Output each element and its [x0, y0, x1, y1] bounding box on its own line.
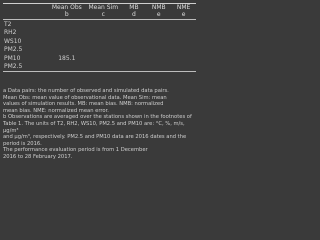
cell-mean-obs: 185.1: [58, 54, 76, 62]
table-row: [3, 20, 196, 29]
cell-mean-sim: [85, 54, 121, 63]
header-sub-cell: [3, 11, 49, 20]
cell-nmb: [146, 20, 171, 29]
row-label: PM2.5: [3, 63, 49, 72]
cell-mean-sim: [85, 46, 121, 55]
row-label: RH2: [4, 29, 17, 37]
header-sub-cell: b: [49, 11, 85, 20]
cell-mean-obs: [49, 29, 85, 38]
header-sub-cell: e: [146, 11, 171, 20]
header-sub-cell: c: [85, 11, 121, 20]
table-row: [3, 54, 196, 63]
cell-mb: [122, 63, 147, 72]
table-header-row: [3, 4, 196, 12]
cell-nme: [171, 46, 196, 55]
header-sub-cell: e: [171, 11, 196, 20]
cell-nme: [171, 63, 196, 72]
cell-nme: [171, 29, 196, 38]
cell-mean-obs: [49, 20, 85, 29]
cell-mean-sim: [85, 37, 121, 46]
footnote-line: and μg/m³, respectively. PM2.5 and PM10 data are 2016 dates and the: [3, 134, 187, 141]
row-label: PM2.5: [4, 46, 23, 54]
table-row: [3, 46, 196, 55]
footnote-line: Mean Obs: mean value of observational data. Mean Sim: mean: [3, 94, 167, 101]
row-label: WS10: [4, 37, 22, 45]
statistics-table-container: [3, 3, 196, 72]
cell-mb: [122, 29, 147, 38]
header-sub-cell: d: [122, 11, 147, 20]
cell-mean-sim: [85, 29, 121, 38]
cell-mean-sim: [85, 20, 121, 29]
cell-nmb: [146, 63, 171, 72]
cell-mb: [122, 54, 147, 63]
table-row: [3, 63, 196, 72]
cell-nme: [171, 20, 196, 29]
cell-nmb: [146, 54, 171, 63]
footnote-line: 2016 to 28 February 2017.: [3, 153, 73, 160]
header-label-cell: [3, 4, 49, 12]
footnote-line: a Data pairs: the number of observed and simulated data pairs.: [3, 88, 169, 94]
footnote-line: b Observations are averaged over the stations shown in the footnotes of: [3, 114, 192, 121]
document-page: [0, 0, 200, 164]
footnote-line: values of simulation results. MB: mean bias. NMB: normalized: [3, 101, 164, 108]
footnote-line: period is 2016.: [3, 140, 42, 147]
cell-mb: [122, 20, 147, 29]
table-row: [3, 37, 196, 46]
cell-mean-obs: [49, 63, 85, 72]
cell-mean-sim: [85, 63, 121, 72]
cell-nmb: [146, 37, 171, 46]
header-mean-obs: Mean Obs: [51, 4, 82, 11]
cell-nme: [171, 37, 196, 46]
cell-mean-obs: [49, 37, 85, 46]
header-nme: NME: [176, 4, 191, 11]
footnote-line: The performance evaluation period is from 1 December: [3, 147, 148, 154]
cell-mean-obs: [49, 46, 85, 55]
header-mean-sim: Mean Sim: [88, 4, 119, 11]
row-label: T2: [4, 20, 12, 28]
row-label: PM10: [4, 54, 21, 62]
footnote-line: Table 1. The units of T2, RH2, WS10, PM2.5 and PM10 are: °C, %, m/s, μg/m³: [3, 120, 185, 134]
header-mb: MB: [129, 4, 139, 11]
cell-nme: [171, 54, 196, 63]
header-nmb: NMB: [151, 4, 166, 11]
table-footnotes: [3, 88, 197, 161]
statistics-table: [3, 3, 196, 72]
table-row: [3, 29, 196, 38]
cell-mb: [122, 37, 147, 46]
table-header-sub-row: [3, 11, 196, 20]
cell-mb: [122, 46, 147, 55]
cell-nmb: [146, 29, 171, 38]
footnote-line: mean bias. NME: normalized mean error.: [3, 107, 109, 114]
cell-nmb: [146, 46, 171, 55]
